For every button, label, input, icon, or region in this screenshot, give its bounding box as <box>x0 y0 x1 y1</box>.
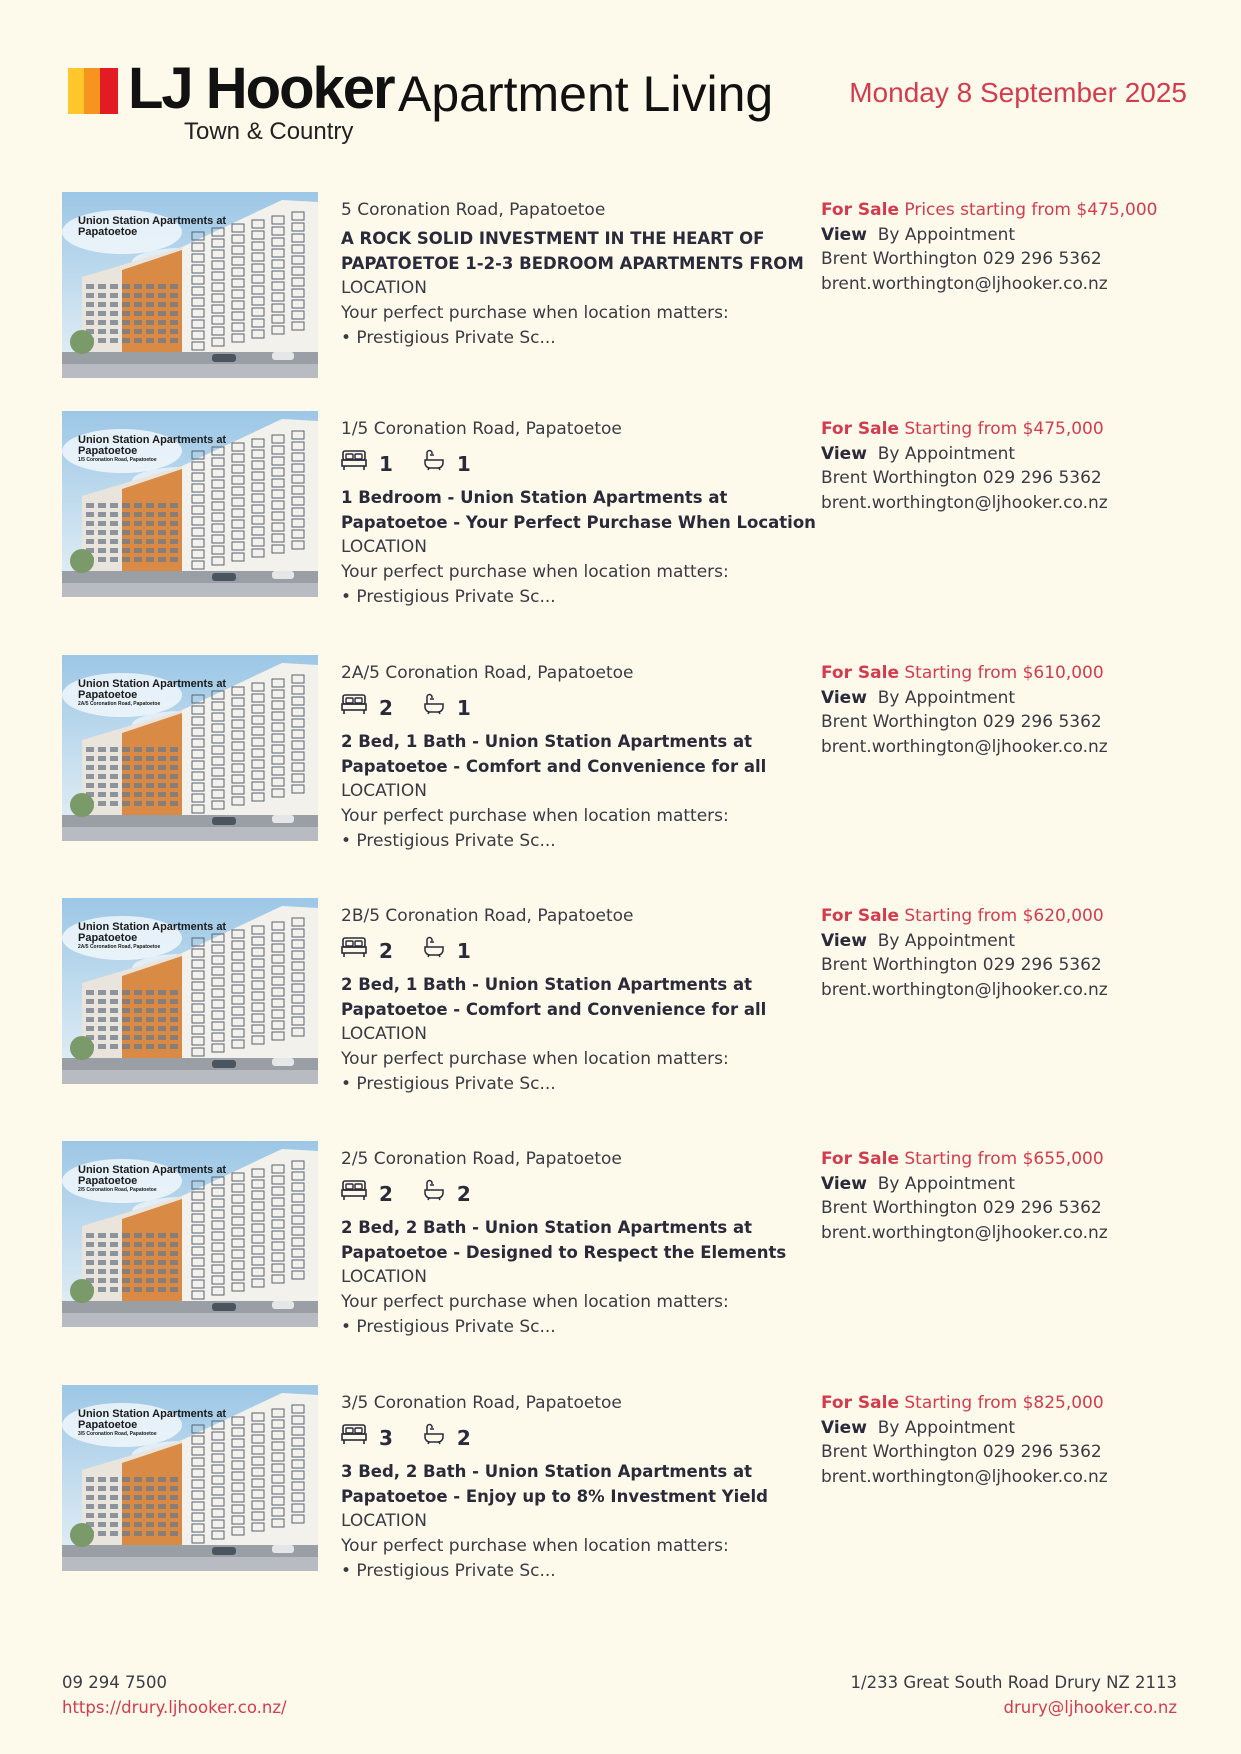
listing-agent[interactable]: Brent Worthington 029 296 5362 <box>821 712 1102 733</box>
baths-count <box>423 936 471 966</box>
beds-value: 1 <box>379 451 393 476</box>
listing-price: Starting from $620,000 <box>904 906 1104 926</box>
baths-count <box>423 1179 471 1209</box>
listing-headline-line: 3 Bed, 2 Bath - Union Station Apartments at <box>341 1462 752 1481</box>
baths-value: 1 <box>456 451 471 476</box>
listing-desc-line: Your perfect purchase when location matters: <box>341 562 729 582</box>
listing-info <box>341 1141 801 1340</box>
listing-price: Starting from $610,000 <box>904 663 1104 683</box>
lj-hooker-logo[interactable] <box>68 56 394 148</box>
listing-image[interactable] <box>62 1385 318 1571</box>
view-label: View <box>821 1173 867 1194</box>
listing-desc-line: • Prestigious Private Sc... <box>341 1317 556 1337</box>
beds-count <box>341 1423 393 1453</box>
listing-sale-info <box>821 417 1201 516</box>
view-label: View <box>821 1417 867 1438</box>
listing-image-caption-sub: 3/5 Coronation Road, Papatoetoe <box>78 1431 157 1437</box>
listing-agent-email[interactable]: brent.worthington@ljhooker.co.nz <box>821 1223 1108 1244</box>
listing-image-caption <box>78 1165 228 1194</box>
listing-info <box>341 1385 801 1584</box>
beds-count <box>341 693 393 723</box>
baths-count <box>423 693 471 723</box>
baths-value: 2 <box>456 1181 471 1206</box>
for-sale-label: For Sale <box>821 906 899 926</box>
for-sale-label: For Sale <box>821 1149 899 1169</box>
listing-desc-line: Your perfect purchase when location matters: <box>341 1292 729 1312</box>
listing-image[interactable] <box>62 898 318 1084</box>
bathtub-icon <box>423 1423 445 1453</box>
listing-desc-line: LOCATION <box>341 781 427 801</box>
listing-agent[interactable]: Brent Worthington 029 296 5362 <box>821 1198 1102 1219</box>
listing-image[interactable] <box>62 192 318 378</box>
listing-headline-line: Papatoetoe - Your Perfect Purchase When Location <box>341 513 816 532</box>
listing-sale-info <box>821 904 1201 1003</box>
listing-desc-line: Your perfect purchase when location matters: <box>341 806 729 826</box>
listing-address[interactable]: 2B/5 Coronation Road, Papatoetoe <box>341 906 634 926</box>
listing-sale-info <box>821 1391 1201 1490</box>
view-text: By Appointment <box>877 1173 1016 1194</box>
listing-address[interactable]: 5 Coronation Road, Papatoetoe <box>341 200 606 220</box>
listing-headline[interactable] <box>341 729 801 779</box>
view-text: By Appointment <box>877 687 1016 708</box>
listing-headline[interactable] <box>341 485 816 535</box>
listing-image-caption-sub: 2A/5 Coronation Road, Papatoetoe <box>78 944 161 950</box>
listing-price: Starting from $825,000 <box>904 1393 1104 1413</box>
listing-sale-info <box>821 198 1201 297</box>
for-sale-label: For Sale <box>821 663 899 683</box>
bathtub-icon <box>423 449 445 479</box>
view-text: By Appointment <box>877 443 1016 464</box>
listing-image-caption-sub: 1/5 Coronation Road, Papatoetoe <box>78 457 157 463</box>
logo-color-bars <box>68 68 118 114</box>
footer-website-link[interactable]: https://drury.ljhooker.co.nz/ <box>62 1698 287 1717</box>
listing-price: Starting from $655,000 <box>904 1149 1104 1169</box>
listing-image-caption <box>78 922 228 951</box>
listing-desc-line: • Prestigious Private Sc... <box>341 831 556 851</box>
listing-desc-line: LOCATION <box>341 1267 427 1287</box>
bed-icon <box>341 1179 367 1209</box>
listing-sale-info <box>821 1147 1201 1246</box>
listing-desc-line: LOCATION <box>341 1024 427 1044</box>
beds-count <box>341 1179 393 1209</box>
listing-card[interactable] <box>0 1385 1241 1585</box>
beds-value: 3 <box>379 1425 393 1450</box>
listing-image-caption <box>78 435 228 464</box>
listing-headline[interactable] <box>341 226 804 276</box>
view-text: By Appointment <box>877 224 1016 245</box>
view-label: View <box>821 930 867 951</box>
listing-headline-line: Papatoetoe - Designed to Respect the Elements <box>341 1243 787 1262</box>
logo-brand-sub: Town & Country <box>184 118 354 145</box>
beds-count <box>341 936 393 966</box>
listing-address[interactable]: 2/5 Coronation Road, Papatoetoe <box>341 1149 622 1169</box>
listing-image-caption-title: Union Station Apartments at Papatoetoe <box>78 434 227 457</box>
page-date: Monday 8 September 2025 <box>849 77 1187 108</box>
listing-image[interactable] <box>62 411 318 597</box>
listing-agent[interactable]: Brent Worthington 029 296 5362 <box>821 955 1102 976</box>
listing-price-row <box>821 1391 1201 1416</box>
beds-value: 2 <box>379 695 393 720</box>
listing-desc-line: • Prestigious Private Sc... <box>341 328 556 348</box>
listing-headline-line: Papatoetoe - Enjoy up to 8% Investment Yield <box>341 1487 768 1506</box>
listing-card[interactable] <box>0 898 1241 1098</box>
listing-address[interactable]: 1/5 Coronation Road, Papatoetoe <box>341 419 622 439</box>
listing-card[interactable] <box>0 411 1241 611</box>
view-text: By Appointment <box>877 930 1016 951</box>
footer-right <box>851 1670 1177 1720</box>
footer-phone[interactable]: 09 294 7500 <box>62 1673 167 1692</box>
listing-price: Starting from $475,000 <box>904 419 1104 439</box>
bed-icon <box>341 1423 367 1453</box>
listing-image-caption <box>78 216 228 238</box>
footer-left <box>62 1670 287 1720</box>
listing-desc-line: LOCATION <box>341 278 427 298</box>
listing-rooms <box>341 1175 801 1213</box>
listing-image-caption-title: Union Station Apartments at Papatoetoe <box>78 921 227 944</box>
listing-rooms <box>341 1419 801 1457</box>
listing-agent-email[interactable]: brent.worthington@ljhooker.co.nz <box>821 274 1108 295</box>
listing-desc-line: Your perfect purchase when location matters: <box>341 303 729 323</box>
listing-image-caption <box>78 1409 228 1438</box>
listing-desc-line: Your perfect purchase when location matters: <box>341 1536 729 1556</box>
listing-desc-line: • Prestigious Private Sc... <box>341 587 556 607</box>
listing-agent[interactable]: Brent Worthington 029 296 5362 <box>821 468 1102 489</box>
listing-headline[interactable] <box>341 1459 801 1509</box>
listing-image-caption <box>78 679 228 708</box>
listing-price-row <box>821 417 1201 442</box>
listing-address[interactable]: 2A/5 Coronation Road, Papatoetoe <box>341 663 634 683</box>
bathtub-icon <box>423 693 445 723</box>
listing-headline[interactable] <box>341 972 801 1022</box>
listing-view-row <box>821 929 1201 954</box>
beds-value: 2 <box>379 938 393 963</box>
listing-headline-line: PAPATOETOE 1-2-3 BEDROOM APARTMENTS FROM <box>341 254 804 273</box>
bed-icon <box>341 449 367 479</box>
listing-desc-line: Your perfect purchase when location matters: <box>341 1049 729 1069</box>
for-sale-label: For Sale <box>821 200 899 220</box>
listing-info <box>341 655 801 854</box>
listing-price-row <box>821 198 1201 223</box>
listing-agent[interactable]: Brent Worthington 029 296 5362 <box>821 249 1102 270</box>
listing-desc-line: • Prestigious Private Sc... <box>341 1074 556 1094</box>
listing-image[interactable] <box>62 1141 318 1327</box>
listing-desc-line: LOCATION <box>341 537 427 557</box>
listing-image-caption-sub: 2A/5 Coronation Road, Papatoetoe <box>78 701 161 707</box>
listing-headline-line: 2 Bed, 1 Bath - Union Station Apartments at <box>341 975 752 994</box>
listing-view-row <box>821 223 1201 248</box>
for-sale-label: For Sale <box>821 419 899 439</box>
listing-address[interactable]: 3/5 Coronation Road, Papatoetoe <box>341 1393 622 1413</box>
listing-agent-email[interactable]: brent.worthington@ljhooker.co.nz <box>821 1467 1108 1488</box>
listing-info <box>341 898 801 1097</box>
logo-brand-name: LJ Hooker <box>128 56 394 121</box>
listing-view-row <box>821 1416 1201 1441</box>
listing-agent-email[interactable]: brent.worthington@ljhooker.co.nz <box>821 737 1108 758</box>
listing-agent[interactable]: Brent Worthington 029 296 5362 <box>821 1442 1102 1463</box>
bed-icon <box>341 936 367 966</box>
listing-rooms <box>341 445 801 483</box>
view-label: View <box>821 687 867 708</box>
listing-image-caption-title: Union Station Apartments at Papatoetoe <box>78 1408 227 1431</box>
view-text: By Appointment <box>877 1417 1016 1438</box>
listing-headline-line: Papatoetoe - Comfort and Convenience for all <box>341 757 767 776</box>
listing-price-row <box>821 904 1201 929</box>
listing-price: Prices starting from $475,000 <box>904 200 1158 220</box>
beds-count <box>341 449 393 479</box>
listing-card[interactable] <box>0 1141 1241 1341</box>
page-title: Apartment Living <box>398 66 774 122</box>
listing-card[interactable] <box>0 192 1241 392</box>
listing-image-caption-title: Union Station Apartments at Papatoetoe <box>78 215 227 238</box>
listing-image-caption-title: Union Station Apartments at Papatoetoe <box>78 1164 227 1187</box>
listing-rooms <box>341 689 801 727</box>
beds-value: 2 <box>379 1181 393 1206</box>
page-header <box>0 0 1241 160</box>
baths-value: 1 <box>456 695 471 720</box>
footer-email-link[interactable]: drury@ljhooker.co.nz <box>1003 1698 1177 1717</box>
listing-view-row <box>821 1172 1201 1197</box>
listing-view-row <box>821 686 1201 711</box>
listing-headline-line: 1 Bedroom - Union Station Apartments at <box>341 488 728 507</box>
listing-info <box>341 192 804 351</box>
baths-value: 1 <box>456 938 471 963</box>
for-sale-label: For Sale <box>821 1393 899 1413</box>
listing-desc-line: • Prestigious Private Sc... <box>341 1561 556 1581</box>
view-label: View <box>821 443 867 464</box>
footer-address: 1/233 Great South Road Drury NZ 2113 <box>850 1673 1177 1692</box>
listing-agent-email[interactable]: brent.worthington@ljhooker.co.nz <box>821 493 1108 514</box>
listing-image[interactable] <box>62 655 318 841</box>
view-label: View <box>821 224 867 245</box>
listing-rooms <box>341 932 801 970</box>
listing-headline-line: 2 Bed, 2 Bath - Union Station Apartments at <box>341 1218 752 1237</box>
listing-headline-line: Papatoetoe - Comfort and Convenience for all <box>341 1000 767 1019</box>
listing-image-caption-title: Union Station Apartments at Papatoetoe <box>78 678 227 701</box>
listing-card[interactable] <box>0 655 1241 855</box>
listing-sale-info <box>821 661 1201 760</box>
listing-agent-email[interactable]: brent.worthington@ljhooker.co.nz <box>821 980 1108 1001</box>
baths-count <box>423 449 471 479</box>
listing-info <box>341 411 816 610</box>
listing-desc-line: LOCATION <box>341 1511 427 1531</box>
listing-view-row <box>821 442 1201 467</box>
listing-headline-line: A ROCK SOLID INVESTMENT IN THE HEART OF <box>341 229 765 248</box>
baths-count <box>423 1423 471 1453</box>
listing-price-row <box>821 1147 1201 1172</box>
bathtub-icon <box>423 936 445 966</box>
baths-value: 2 <box>456 1425 471 1450</box>
listing-headline-line: 2 Bed, 1 Bath - Union Station Apartments at <box>341 732 752 751</box>
listing-image-caption-sub: 2/5 Coronation Road, Papatoetoe <box>78 1187 157 1193</box>
listing-price-row <box>821 661 1201 686</box>
bed-icon <box>341 693 367 723</box>
bathtub-icon <box>423 1179 445 1209</box>
listing-headline[interactable] <box>341 1215 801 1265</box>
